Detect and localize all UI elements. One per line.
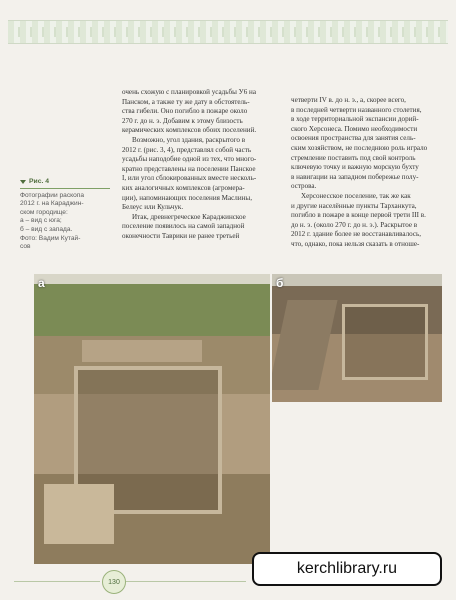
text-line: очень схожую с планировкой усадьбы У6 на (122, 88, 256, 96)
photo-label-a: а (38, 276, 45, 290)
stone-wall (44, 484, 114, 544)
text-line: в навигации на западном побережье полу- (291, 172, 419, 181)
text-line: 270 г. до н. э. Добавим к этому близость (122, 116, 243, 125)
text-line: и другие населённые пункты Тарханкута, (291, 201, 417, 210)
text-line: 2012 г. здание более не восстанавливалось, (291, 230, 422, 239)
text-line: ским хозяйством, не последнюю роль играло (291, 143, 428, 152)
photo-label-b: б (276, 276, 284, 290)
arrow-down-icon (20, 180, 26, 184)
text-line: ции), напоминающих поселения Маслины, (122, 193, 252, 202)
text-line: I, или угол сблокированных вместе несколь- (122, 174, 257, 183)
stone-wall (82, 340, 202, 362)
caption-line: ском городище: (20, 208, 68, 216)
text-line: усадьбы наподобие одной из тех, что много- (122, 155, 257, 164)
text-line: освоения пространства для занятия сель- (291, 134, 416, 143)
excavation-photo-south (34, 274, 270, 564)
text-line: 2012 г. (рис. 3, 4), представлял собой часть (122, 145, 252, 154)
caption-header (20, 178, 110, 189)
text-line: Возможно, угол здания, раскрытого в (132, 135, 246, 144)
text-column-right (291, 96, 439, 250)
caption-line: Фото: Вадим Кутай- (20, 234, 81, 242)
page-number: 130 (102, 570, 126, 594)
footer-rule (14, 581, 100, 582)
caption-line: б – вид с запада. (20, 225, 73, 233)
text-line: керамических комплексов обоих поселений. (122, 126, 257, 135)
text-line: Итак, древнегреческое Караджинское (132, 212, 246, 221)
text-line: погибло в пожаре в конце первой трети III в. (291, 211, 426, 220)
text-line: Панском, а также ту же дату в обстоятель- (122, 97, 250, 106)
text-line: Херсонесское поселение, так же как (301, 191, 411, 200)
caption-label: Рис. 4 (29, 178, 50, 185)
footer-rule (126, 581, 246, 582)
excavation-trench (342, 304, 428, 380)
text-line: в ходе территориальной экспансии дорий- (291, 115, 419, 124)
caption-line: сов (20, 243, 31, 251)
caption-line: Фотографии раскопа (20, 191, 85, 199)
text-line: в последней четверти названного столетия, (291, 105, 422, 114)
text-line: острова. (291, 182, 317, 191)
text-line: ких аналогичных комплексов (агромера- (122, 183, 245, 192)
text-line: Белеус или Кульчук. (122, 203, 184, 212)
excavation-photo-west (272, 274, 442, 402)
watermark: kerchlibrary.ru (252, 552, 442, 586)
text-line: ства гибели. Оно погибло в пожаре около (122, 107, 248, 116)
text-line: кратно представлены на поселении Панское (122, 164, 256, 173)
figure-caption (20, 178, 110, 252)
caption-line: 2012 г. на Караджин- (20, 200, 84, 208)
ornament-band (8, 20, 448, 44)
text-line: оконечности Таврики не ранее третьей (122, 231, 240, 240)
caption-line: а – вид с юга; (20, 217, 62, 225)
text-line: что, однако, пока нельзя сказать в отноше- (291, 239, 420, 248)
stone-wall (272, 300, 338, 390)
text-column-left (122, 88, 274, 242)
text-line: до н. э. (около 270 г. до н. э.). Раскрытое в (291, 220, 418, 229)
text-line: ключевую точку и важную морскую бухту (291, 163, 419, 172)
text-line: поселение появилось на самой западной (122, 222, 245, 231)
text-line: четверти IV в. до н. э., а, скорее всего, (291, 96, 406, 104)
text-line: стремление поставить под свой контроль (291, 153, 416, 162)
text-line: ского Херсонеса. Помимо необходимости (291, 124, 418, 133)
